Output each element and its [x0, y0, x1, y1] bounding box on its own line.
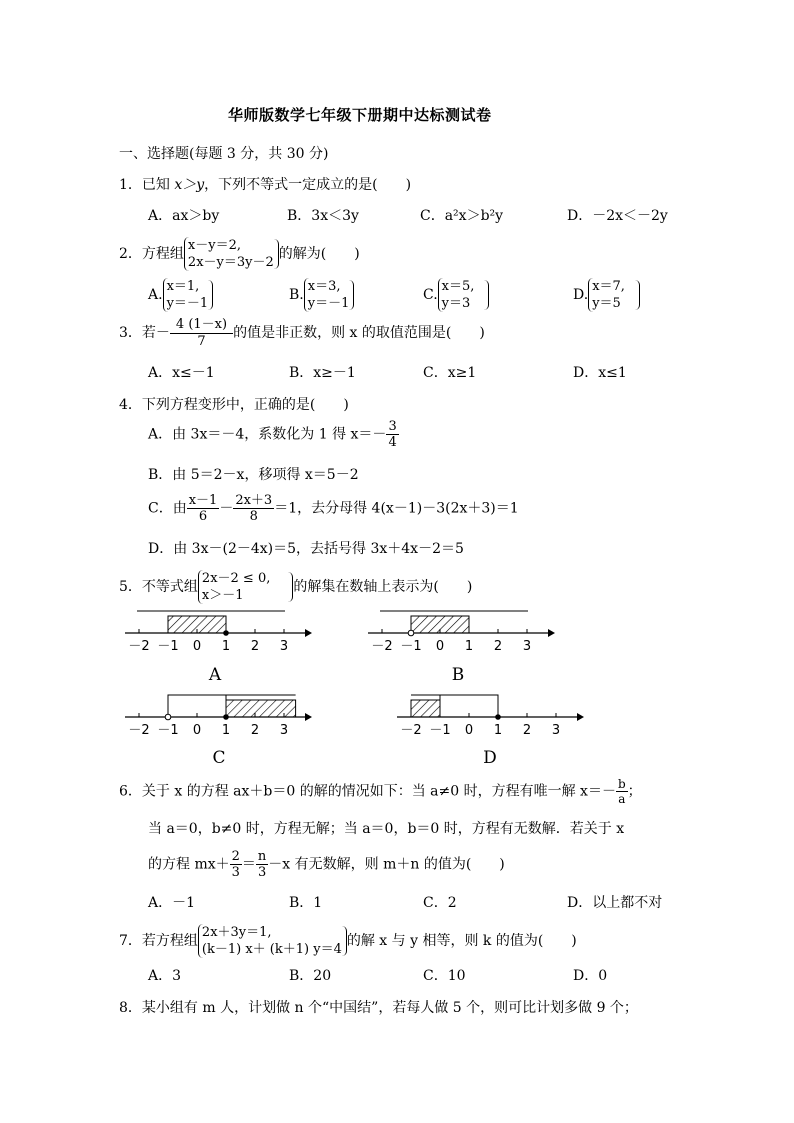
open-endpoint — [408, 630, 414, 636]
axis-tick-label: 1 — [221, 639, 231, 654]
q1-option-a: A．ax＞by — [148, 208, 220, 224]
question-6-line-3: 的方程 mx＋ $\frac{2}{3}$ ＝ $\frac{n}{3}$ －x 有无数解，则 m＋n 的值为( ) — [148, 849, 505, 880]
q7-option-a: A．3 — [148, 968, 182, 984]
axis-tick-label: 3 — [279, 639, 289, 654]
axis-tick-label: 3 — [522, 639, 532, 654]
q6-option-d: D．以上都不对 — [567, 895, 663, 911]
closed-endpoint — [223, 630, 229, 636]
axis-arrow-icon — [305, 629, 312, 637]
figure-option-label: B — [451, 665, 465, 685]
question-6-line-2: 当 a＝0，b≠0 时，方程无解；当 a＝0，b＝0 时，方程有无数解．若关于 x — [148, 821, 625, 837]
axis-tick-label: －2 — [371, 639, 393, 654]
axis-tick-label: －2 — [128, 723, 150, 738]
q7-option-d: D．0 — [573, 968, 608, 984]
axis-tick-label: 3 — [551, 723, 561, 738]
q1-option-c: C．a²x＞b²y — [420, 208, 504, 224]
open-endpoint — [165, 714, 171, 720]
page-title: 华师版数学七年级下册期中达标测试卷 — [228, 106, 492, 124]
axis-tick-label: 1 — [221, 723, 231, 738]
axis-arrow-icon — [305, 713, 312, 721]
axis-tick-label: 3 — [279, 723, 289, 738]
axis-tick-label: 0 — [192, 639, 202, 654]
axis-tick-label: －2 — [128, 639, 150, 654]
axis-tick-label: 2 — [493, 639, 503, 654]
question-3-stem: 3．若－ $\frac{4 (1-x)}{7}$ 的值是非正数，则 x 的取值范围是( ) — [119, 317, 485, 349]
figure-option-label: D — [483, 748, 497, 768]
axis-tick-label: 2 — [522, 723, 532, 738]
hatched-region — [226, 700, 296, 717]
q4-option-a: A．由 3x＝－4，系数化为 1 得 x＝－ $\frac{3}{4}$ — [148, 419, 397, 450]
q2-option-a: A. x＝1, y＝－1 — [148, 278, 213, 312]
axis-tick-label: 0 — [192, 723, 202, 738]
q6-option-a: A．－1 — [148, 895, 196, 911]
hatched-region — [411, 700, 440, 717]
axis-tick-label: 0 — [464, 723, 474, 738]
axis-tick-label: －1 — [429, 723, 451, 738]
axis-tick-label: 1 — [464, 639, 474, 654]
q1-option-b: B．3x＜3y — [287, 208, 359, 224]
q7-option-b: B．20 — [289, 968, 332, 984]
question-7-stem: 7．若方程组 2x＋3y＝1, (k－1) x＋ (k＋1) y＝4 的解 x 与 y 相等，则 k 的值为( ) — [119, 925, 577, 957]
axis-tick-label: －2 — [400, 723, 422, 738]
q4-option-d: D．由 3x－(2－4x)＝5，去括号得 3x＋4x－2＝5 — [148, 541, 464, 557]
q3-option-c: C．x≥1 — [423, 365, 477, 381]
axis-tick-label: 1 — [493, 723, 503, 738]
q2-option-c: C. x＝5, y＝3 — [423, 278, 489, 312]
q3-option-d: D．x≤1 — [573, 365, 627, 381]
axis-tick-label: －1 — [157, 723, 179, 738]
equation-system: x－y＝2, 2x－y＝3y－2 — [184, 237, 274, 271]
hatched-region — [168, 616, 226, 633]
axis-tick-label: －1 — [400, 639, 422, 654]
question-4-stem: 4．下列方程变形中，正确的是( ) — [119, 397, 349, 413]
figure-option-label: A — [208, 665, 222, 685]
question-5-stem: 5．不等式组 2x－2 ≤ 0, x＞－1 的解集在数轴上表示为( ) — [119, 571, 473, 603]
q6-option-b: B．1 — [289, 895, 323, 911]
fraction: $\frac{4 (1-x)}{7}$ — [170, 318, 233, 348]
q2-option-d: D. x＝7, y＝5 — [573, 278, 640, 312]
q4-option-b: B．由 5＝2－x，移项得 x＝5－2 — [148, 467, 359, 483]
q6-option-c: C．2 — [423, 895, 457, 911]
axis-tick-label: 2 — [250, 723, 260, 738]
question-1-stem: 1．已知 x＞y，下列不等式一定成立的是( ) — [119, 177, 412, 193]
axis-arrow-icon — [577, 713, 584, 721]
closed-endpoint — [223, 714, 229, 720]
question-6-line-1: 6．关于 x 的方程 ax＋b＝0 的解的情况如下：当 a≠0 时，方程有唯一解 x＝－ $\frac{b}{a}$ ； — [119, 777, 642, 806]
hatched-region — [411, 616, 469, 633]
q7-option-c: C．10 — [423, 968, 466, 984]
axis-tick-label: 2 — [250, 639, 260, 654]
q2-option-b: B. x＝3, y＝－1 — [289, 278, 354, 312]
section-heading: 一、选择题(每题 3 分，共 30 分) — [119, 146, 329, 162]
axis-tick-label: 0 — [435, 639, 445, 654]
closed-endpoint — [495, 714, 501, 720]
q4-option-c: C．由 $\frac{x-1}{6}$ － $\frac{2x+3}{8}$ ＝1，去分母得 4(x－1)－3(2x＋3)＝1 — [148, 493, 519, 524]
question-8-stem: 8．某小组有 m 人，计划做 n 个“中国结”，若每人做 5 个，则可比计划多做 9 个； — [119, 1000, 638, 1016]
question-2-stem: 2．方程组 x－y＝2, 2x－y＝3y－2 的解为( ) — [119, 238, 360, 270]
axis-arrow-icon — [548, 629, 555, 637]
q1-option-d: D．－2x＜－2y — [567, 208, 668, 224]
q3-option-a: A．x≤－1 — [148, 365, 215, 381]
q3-option-b: B．x≥－1 — [289, 365, 356, 381]
figure-option-label: C — [212, 748, 226, 768]
axis-tick-label: －1 — [157, 639, 179, 654]
